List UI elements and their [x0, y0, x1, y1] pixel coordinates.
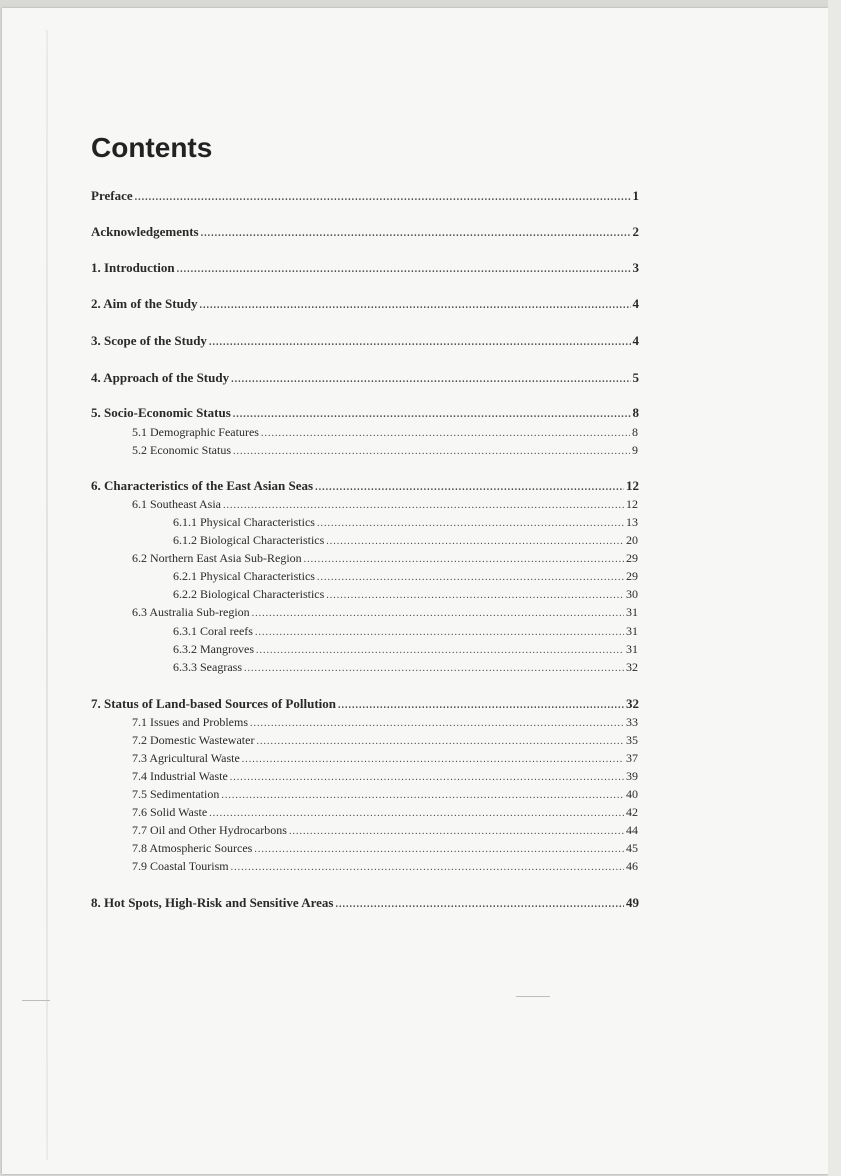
toc-subentry — [132, 606, 638, 619]
page-title: Contents — [91, 132, 213, 163]
toc-page-number: 32 — [626, 696, 639, 711]
dot-leader — [209, 809, 624, 819]
toc-subentry — [132, 426, 638, 439]
toc-subentry — [132, 498, 638, 511]
toc-entry-label: 1. Introduction — [91, 260, 175, 275]
dot-leader — [326, 537, 624, 547]
toc-page-number: 13 — [626, 515, 638, 529]
dot-leader — [289, 827, 624, 837]
toc-entry-label: 7.8 Atmospheric Sources — [132, 841, 253, 855]
toc-subentry — [132, 752, 638, 765]
dot-leader — [250, 719, 624, 729]
toc-subentry — [132, 806, 638, 819]
dot-leader — [135, 193, 631, 203]
scan-mark — [22, 1000, 50, 1001]
toc-entry-label: 5.2 Economic Status — [132, 443, 231, 457]
toc-page-number: 5 — [632, 370, 639, 385]
toc-entry-label: 6.1.1 Physical Characteristics — [173, 515, 315, 529]
toc-subsubentry — [173, 534, 638, 547]
dot-leader — [256, 646, 624, 656]
toc-entry-label: 5. Socio-Economic Status — [91, 405, 231, 420]
toc-entry-aim — [91, 297, 639, 311]
dot-leader — [177, 265, 631, 275]
dot-leader — [201, 229, 631, 239]
dot-leader — [230, 773, 624, 783]
toc-entry-label: 5.1 Demographic Features — [132, 425, 259, 439]
toc-entry-label: 2. Aim of the Study — [91, 296, 198, 311]
toc-subsubentry — [173, 516, 638, 529]
toc-page-number: 40 — [626, 787, 638, 801]
toc-entry-label: 4. Approach of the Study — [91, 370, 230, 385]
dot-leader — [326, 591, 624, 601]
toc-subentry — [132, 444, 638, 457]
toc-entry-label: 6.3 Australia Sub-region — [132, 605, 250, 619]
dot-leader — [338, 701, 624, 711]
dot-leader — [252, 609, 624, 619]
toc-page-number: 31 — [626, 624, 638, 638]
toc-page-number: 42 — [626, 805, 638, 819]
toc-entry-land-based-pollution — [91, 697, 639, 711]
dot-leader — [231, 863, 624, 873]
toc-subentry — [132, 860, 638, 873]
toc-subentry — [132, 824, 638, 837]
dot-leader — [233, 447, 630, 457]
toc-page-number: 8 — [632, 405, 639, 420]
dot-leader — [304, 555, 624, 565]
toc-page-number: 30 — [626, 587, 638, 601]
toc-subsubentry — [173, 588, 638, 601]
toc-entry-label: 6.2.2 Biological Characteristics — [173, 587, 325, 601]
toc-entry-label: 7.7 Oil and Other Hydrocarbons — [132, 823, 287, 837]
toc-page-number: 35 — [626, 733, 638, 747]
toc-page-number: 33 — [626, 715, 638, 729]
toc-entry-socio-economic — [91, 406, 639, 420]
toc-entry-label: 6.3.1 Coral reefs — [173, 624, 253, 638]
dot-leader — [221, 791, 624, 801]
toc-entry-label: 8. Hot Spots, High-Risk and Sensitive Areas — [91, 895, 334, 910]
toc-subentry — [132, 770, 638, 783]
toc-subentry — [132, 552, 638, 565]
toc-entry-label: 6.3.2 Mangroves — [173, 642, 254, 656]
toc-page-number: 20 — [626, 533, 638, 547]
dot-leader — [200, 301, 631, 311]
toc-page-number: 32 — [626, 660, 638, 674]
toc-entry-approach — [91, 371, 639, 385]
toc-entry-label: 7.3 Agricultural Waste — [132, 751, 240, 765]
toc-page-number: 4 — [632, 333, 639, 348]
toc-page-number: 8 — [632, 425, 638, 439]
toc-page-number: 39 — [626, 769, 638, 783]
scan-mark — [516, 996, 550, 997]
toc-subentry — [132, 716, 638, 729]
toc-page-number: 12 — [626, 497, 638, 511]
toc-entry-introduction — [91, 261, 639, 275]
toc-entry-label: 7.2 Domestic Wastewater — [132, 733, 255, 747]
toc-page-number: 44 — [626, 823, 638, 837]
toc-page-number: 37 — [626, 751, 638, 765]
toc-entry-preface — [91, 189, 639, 203]
dot-leader — [233, 410, 631, 420]
toc-entry-label: 6.1 Southeast Asia — [132, 497, 221, 511]
toc-page-number: 31 — [626, 605, 638, 619]
dot-leader — [335, 900, 624, 910]
toc-entry-label: 7.4 Industrial Waste — [132, 769, 228, 783]
toc-page-number: 46 — [626, 859, 638, 873]
toc-page-number: 45 — [626, 841, 638, 855]
toc-entry-label: 6. Characteristics of the East Asian Seas — [91, 478, 314, 493]
toc-page-number: 9 — [632, 443, 638, 457]
toc-entry-label: 7.1 Issues and Problems — [132, 715, 248, 729]
dot-leader — [317, 519, 624, 529]
toc-entry-scope — [91, 334, 639, 348]
toc-subentry — [132, 734, 638, 747]
binding-fold — [46, 30, 48, 1160]
toc-entry-label: 6.3.3 Seagrass — [173, 660, 242, 674]
toc-page-number: 49 — [626, 895, 639, 910]
toc-subsubentry — [173, 570, 638, 583]
toc-entry-label: Preface — [91, 188, 133, 203]
dot-leader — [256, 737, 624, 747]
dot-leader — [317, 573, 624, 583]
dot-leader — [254, 845, 624, 855]
toc-entry-label: 6.2.1 Physical Characteristics — [173, 569, 315, 583]
dot-leader — [242, 755, 624, 765]
toc-entry-label: 6.1.2 Biological Characteristics — [173, 533, 325, 547]
toc-subsubentry — [173, 625, 638, 638]
toc-entry-label: 7.6 Solid Waste — [132, 805, 208, 819]
dot-leader — [209, 338, 631, 348]
toc-subsubentry — [173, 661, 638, 674]
page-edge — [828, 0, 841, 1176]
toc-page-number: 29 — [626, 551, 638, 565]
toc-entry-label: 7.9 Coastal Tourism — [132, 859, 229, 873]
dot-leader — [315, 483, 624, 493]
toc-page-number: 2 — [632, 224, 639, 239]
toc-entry-hot-spots — [91, 896, 639, 910]
toc-page-number: 12 — [626, 478, 639, 493]
toc-entry-acknowledgements — [91, 225, 639, 239]
dot-leader — [231, 375, 630, 385]
dot-leader — [244, 664, 624, 674]
toc-entry-label: 3. Scope of the Study — [91, 333, 207, 348]
toc-entry-label: 6.2 Northern East Asia Sub-Region — [132, 551, 302, 565]
toc-entry-label: 7.5 Sedimentation — [132, 787, 220, 801]
toc-entry-characteristics — [91, 479, 639, 493]
toc-page-number: 1 — [632, 188, 639, 203]
toc-subentry — [132, 788, 638, 801]
toc-subentry — [132, 842, 638, 855]
toc-subsubentry — [173, 643, 638, 656]
dot-leader — [255, 628, 624, 638]
dot-leader — [223, 501, 624, 511]
toc-page-number: 3 — [632, 260, 639, 275]
toc-entry-label: 7. Status of Land-based Sources of Pollution — [91, 696, 336, 711]
toc-entry-label: Acknowledgements — [91, 224, 199, 239]
toc-page-number: 29 — [626, 569, 638, 583]
dot-leader — [261, 429, 630, 439]
toc-page-number: 4 — [632, 296, 639, 311]
toc-page-number: 31 — [626, 642, 638, 656]
